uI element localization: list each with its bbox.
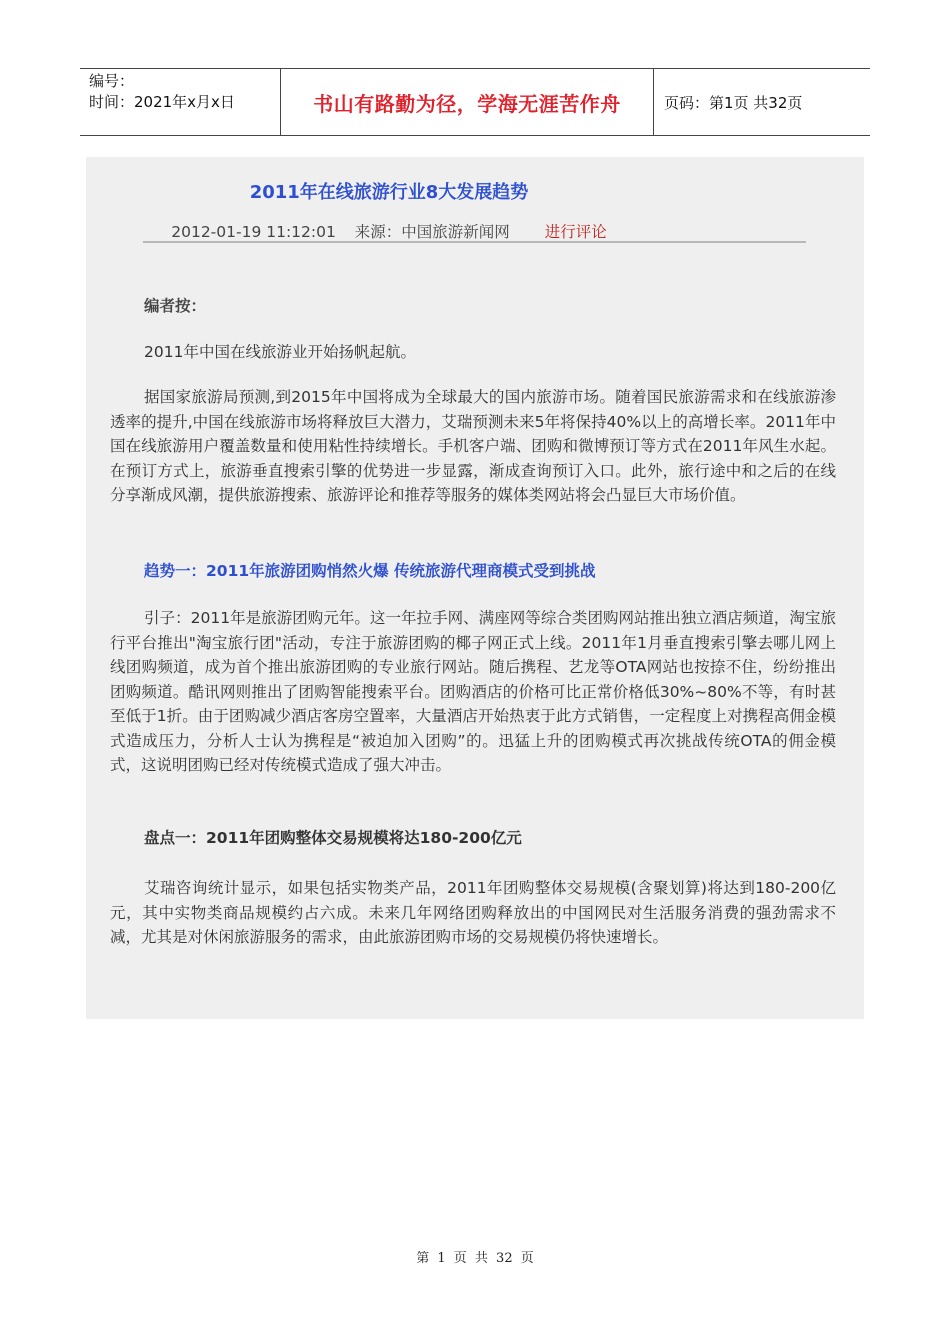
trend-1-heading: 趋势一：2011年旅游团购悄然火爆 传统旅游代理商模式受到挑战	[144, 562, 596, 580]
serial-label: 编号：	[89, 72, 135, 90]
article-source: 来源：中国旅游新闻网	[354, 223, 510, 241]
comment-link[interactable]: 进行评论	[544, 223, 607, 241]
title-divider	[143, 241, 806, 243]
time-label: 时间：2021年x月x日	[89, 93, 235, 111]
page-label: 页码：第1页 共32页	[664, 93, 803, 112]
header-left-cell	[80, 69, 281, 135]
paragraph-2: 引子：2011年是旅游团购元年。这一年拉手网、满座网等综合类团购网站推出独立酒店频道，淘宝旅行平台推出"淘宝旅行团"活动，专注于旅游团购的椰子网正式上线。2011年1月垂直搜索引擎去哪儿网上线团购频道，成为首个推出旅游团购的专业旅行网站。随后携程、艺龙等OTA网站也按捺不住，纷纷推出团购频道。酷讯网则推出了团购智能搜索平台。团购酒店的价格可比正常价格低30%~80%不等，有时甚至低于1折。由于团购减少酒店客房空置率，大量酒店开始热衷于此方式销售，一定程度上对携程高佣金模式造成压力，分析人士认为携程是“被迫加入团购”的。迅猛上升的团购模式再次挑战传统OTA的佣金模式，这说明团购已经对传统模式造成了强大冲击。	[110, 609, 836, 774]
intro-paragraph: 2011年中国在线旅游业开始扬帆起航。	[144, 343, 416, 361]
article-meta	[0, 220, 778, 242]
editor-note-label: 编者按：	[144, 297, 207, 315]
summary-1-heading: 盘点一：2011年团购整体交易规模将达180-200亿元	[144, 829, 522, 847]
document-header	[80, 68, 870, 136]
motto-text: 书山有路勤为径，学海无涯苦作舟	[313, 91, 621, 116]
paragraph-1: 据国家旅游局预测,到2015年中国将成为全球最大的国内旅游市场。随着国民旅游需求和在线旅游渗透率的提升,中国在线旅游市场将释放巨大潜力，艾瑞预测未来5年将保持40%以上的高增长率。2011年中国在线旅游用户覆盖数量和使用粘性持续增长。手机客户端、团购和微博预订等方式在2011年风生水起。在预订方式上，旅游垂直搜索引擎的优势进一步显露，渐成查询预订入口。此外，旅行途中和之后的在线分享渐成风潮，提供旅游搜索、旅游评论和推荐等服务的媒体类网站将会凸显巨大市场价值。	[110, 388, 836, 504]
paragraph-3: 艾瑞咨询统计显示，如果包括实物类产品，2011年团购整体交易规模(含聚划算)将达到180-200亿元，其中实物类商品规模约占六成。未来几年网络团购释放出的中国网民对生活服务消费的强劲需求不减，尤其是对休闲旅游服务的需求，由此旅游团购市场的交易规模仍将快速增长。	[110, 879, 836, 946]
article-datetime: 2012-01-19 11:12:01	[171, 223, 336, 241]
article-title: 2011年在线旅游行业8大发展趋势	[249, 182, 529, 203]
page-footer: 第 1 页 共 32 页	[416, 1251, 534, 1266]
header-page-cell	[654, 69, 870, 135]
header-motto-cell	[281, 69, 654, 135]
